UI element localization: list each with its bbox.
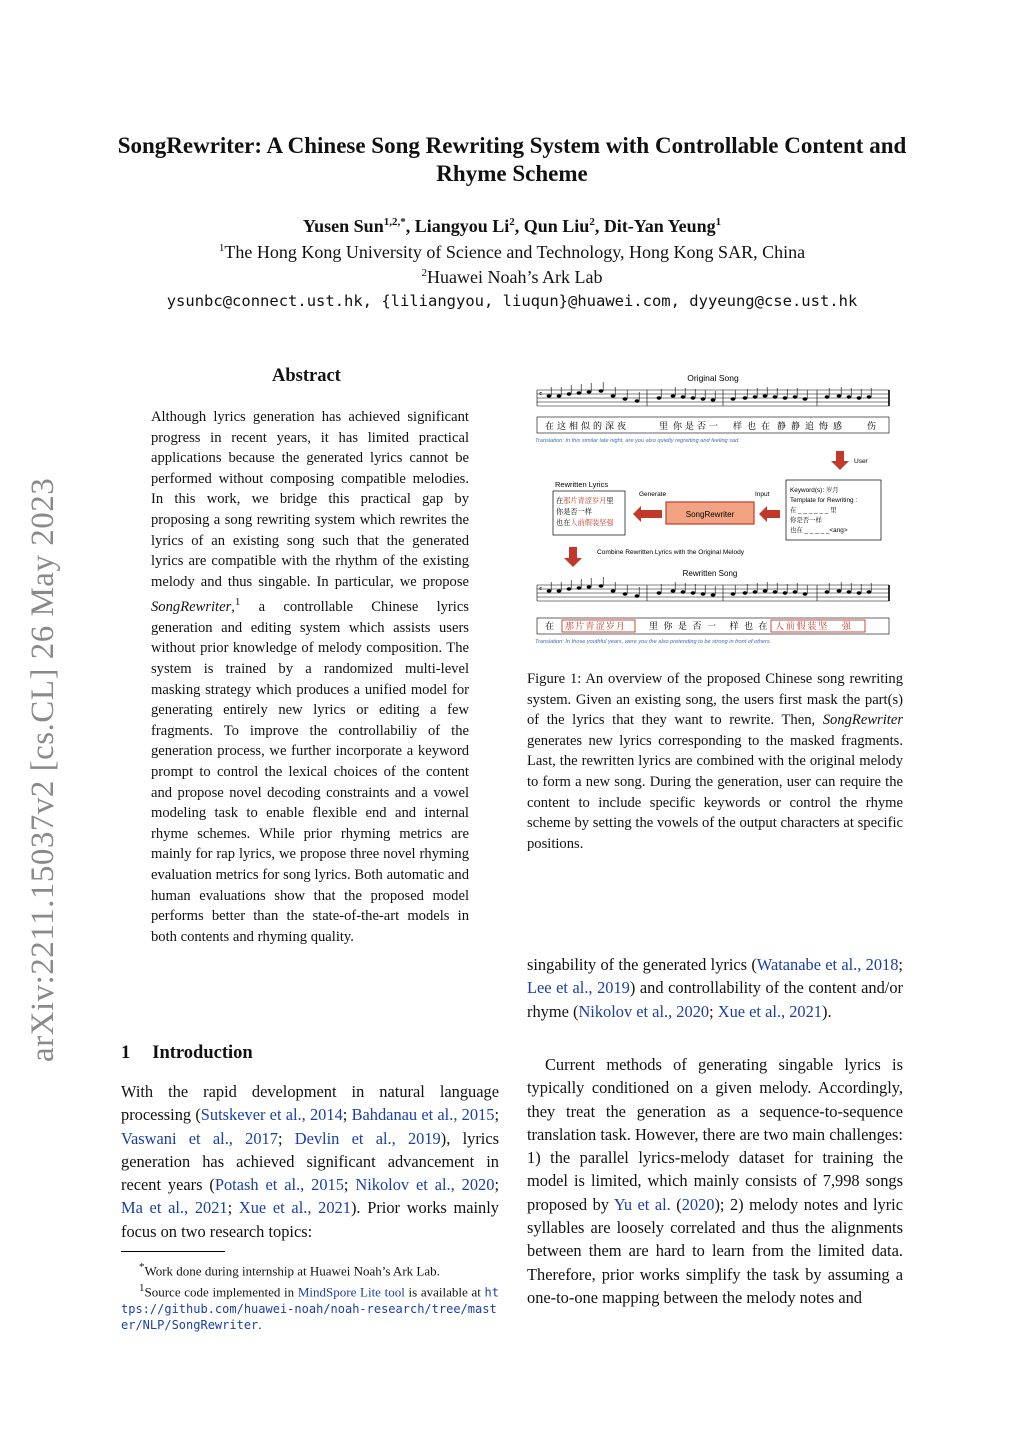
note-head <box>635 594 640 597</box>
caption-text: generates new lyrics corresponding to the masked fragments. Last, the rewritten lyrics are combined with the original melody to form a new song. During the generation, user can require the content to include specific keywords or control the rhyme scheme by setting the vowels of the output characters at specific positions. <box>527 732 903 852</box>
rest-icon: 𝄴 <box>539 391 543 398</box>
abstract-body: Although lyrics generation has achieved significant progress in recent years, it has limited practical applications because the generated lyrics cannot be performed without composing compatible melodies. In this work, we bridge this practical gap by proposing a song rewriting system which rewrites the lyrics of an existing song such that the generated lyrics are compatible with the rhythm of the existing melody and thus singable. In particular, we propose SongRewriter,$^1$ a controllable Chinese lyrics generation and editing system which assists users without prior knowledge of melody composition. The system is trained by a randomized multi-level masking strategy which produces a unified model for generating entirely new lyrics or editing a few fragments. To improve the controllabiliy of the generation process, we further incorporate a keyword prompt to control the lexical choices of the content and propose novel decoding constraints and a vowel modeling task to enable flexible end and internal rhyme schemes. While prior rhyming metrics are mainly for rap lyrics, we propose three novel rhyming evaluation metrics for song lyrics. Both automatic and human evaluations show that the proposed model performs better than the state-of-the-art models in both contents and rhyming quality. <box>151 409 469 945</box>
author-list: Yusen Sun$^{1,2,*}$, Liangyou Li$^2$, Qun Liu$^2$, Dit-Yan Yeung$^1$ <box>302 216 722 236</box>
note-head <box>783 591 788 594</box>
lyric-char: 深 <box>605 421 615 431</box>
sep: ; <box>709 1001 718 1021</box>
right-col-paragraph-1 <box>527 953 903 1023</box>
highlight: 人前假装坚强 <box>570 518 614 527</box>
note-head <box>867 590 872 593</box>
citation-link[interactable]: Xue et al., 2021 <box>717 1001 822 1021</box>
lyric-char: 的 <box>593 421 603 431</box>
rewritten-song-label: Rewritten Song <box>682 569 738 578</box>
text: 在 <box>556 496 564 505</box>
citation-link[interactable]: Potash et al., 2015 <box>214 1175 344 1195</box>
note-head <box>793 395 798 398</box>
note-head <box>691 591 696 594</box>
footnote-2 <box>121 1280 499 1334</box>
note-head <box>753 395 758 398</box>
lyric-char: 这 <box>557 421 567 431</box>
sep: ; <box>342 1105 352 1125</box>
arrow-down-icon <box>831 451 849 470</box>
note-head <box>623 592 628 595</box>
note-head <box>599 584 604 587</box>
aff-text: Huawei Noah’s Ark Lab <box>427 267 603 287</box>
lyric-char: 悔 <box>819 421 829 431</box>
note-head <box>681 395 686 398</box>
note-head <box>681 590 686 593</box>
note-head <box>623 397 628 400</box>
sep: ; <box>277 1128 295 1148</box>
lyric-char: 夜 <box>617 421 627 431</box>
section-number: 1 <box>121 1043 131 1063</box>
rewritten-line-2: 你是否一样 <box>556 507 592 516</box>
github-url-link[interactable]: https://github.com/huawei-noah/noah-research/tree/master/NLP/SongRewriter <box>121 1285 499 1333</box>
note-head <box>793 590 798 593</box>
aff-sup: 2 <box>421 267 428 279</box>
songrewriter-label: SongRewriter <box>685 510 735 519</box>
footnote-text: . <box>258 1317 262 1333</box>
note-head <box>587 585 592 588</box>
note-head <box>825 590 830 593</box>
highlight: 人前假装坚 强 <box>775 621 853 631</box>
keyword-line: Keyword(s): 岁月 <box>790 487 839 494</box>
note-head <box>825 395 830 398</box>
generate-label: Generate <box>639 491 667 498</box>
sep: ; <box>227 1198 239 1218</box>
citation-link[interactable]: Xue et al., 2021 <box>238 1198 351 1218</box>
note-head <box>691 396 696 399</box>
note-head <box>671 394 676 397</box>
aff-text: The Hong Kong University of Science and Technology, Hong Kong SAR, China <box>224 242 806 262</box>
text: With the rapid development in natural language processing ( <box>121 1082 499 1125</box>
citation-link[interactable]: Yu et al. <box>613 1194 671 1214</box>
rewritten-translation: Translation: In those youthful years, were you the also pretending to be strong in front of others. <box>535 639 772 645</box>
citation-link[interactable]: Vaswani et al., 2017 <box>121 1128 278 1148</box>
citation-link[interactable]: Nikolov et al., 2020 <box>578 1001 710 1021</box>
lyric-char: 相 <box>569 421 579 431</box>
footnote-symbol: 1 <box>139 1281 145 1294</box>
note-head <box>837 589 842 592</box>
author-name: Qun Liu <box>523 216 590 236</box>
rewritten-line-3 <box>556 518 614 527</box>
caption-text: An overview of the proposed Chinese song rewriting system. Given an existing song, the users first mask the part(s) of the lyrics that they want to rewrite. Then, <box>527 671 903 729</box>
footnote-text: Work done during internship at Huawei Noah’s Ark Lab. <box>144 1263 440 1279</box>
input-label: Input <box>755 491 770 498</box>
lyric-char: 在 <box>761 421 771 431</box>
lyric-char: 你 <box>673 421 683 431</box>
template-line-1: 在 _ _ _ _ _ _ 里 <box>790 507 837 514</box>
figure-1 <box>527 366 903 656</box>
note-head <box>557 589 562 592</box>
note-head <box>783 396 788 399</box>
lyric-char: 一 <box>709 421 719 431</box>
system-name: SongRewriter <box>822 712 903 729</box>
rewritten-notes <box>539 577 871 598</box>
template-line-2: 你是否一样 <box>790 517 822 524</box>
citation-link[interactable]: 2020 <box>681 1194 715 1214</box>
note-head <box>547 394 552 397</box>
note-head <box>547 589 552 592</box>
text: 也在 <box>556 518 571 527</box>
original-translation: Translation: In this similar late night, are you also quietly regretting and feeling sad. <box>535 438 740 444</box>
citation-link[interactable]: Watanabe et al., 2018 <box>756 955 899 974</box>
text: 里 你 是 否 一 样 也 在 <box>649 621 770 631</box>
sep: ; <box>343 1175 356 1195</box>
note-head <box>657 591 662 594</box>
rest-icon: 𝄴 <box>539 586 543 593</box>
abstract-text: Although lyrics generation has achieved significant progress in recent years, it has limited practical applications because the generated lyrics cannot be performed without composing compatible melodies. In this work, we bridge this practical gap by proposing a song rewriting system which rewrites the lyrics of an existing song such that the generated lyrics are compatible with the rhythm of the existing melody and thus singable. In particular, we propose <box>151 409 469 590</box>
note-head <box>753 590 758 593</box>
author-emails: ysunbc@connect.ust.hk, {liliangyou, liuqun}@huawei.com, dyyeung@cse.ust.hk <box>166 292 858 310</box>
note-head <box>743 396 748 399</box>
note-head <box>557 394 562 397</box>
note-head <box>857 396 862 399</box>
text: 在 <box>545 621 555 631</box>
note-head <box>657 396 662 399</box>
lyric-char: 静 <box>777 421 787 431</box>
intro-paragraph <box>121 1080 499 1243</box>
note-head <box>763 394 768 397</box>
note-head <box>577 586 582 589</box>
lyric-char: 伤 <box>867 421 877 431</box>
note-head <box>867 395 872 398</box>
footnote-rule <box>121 1251 225 1252</box>
lyric-char: 里 <box>659 421 669 431</box>
author-sup: 1,2,* <box>383 216 406 228</box>
note-head <box>567 392 572 395</box>
highlight: 那片青涩岁月 <box>565 621 627 631</box>
text: ); 2) melody notes and lyric syllables are loosely correlated and thus the alignments between them are hard to learn from the limited data. Therefore, prior works simplify the task by assuming a one-to-one mapping between the melody notes and <box>527 1194 903 1307</box>
text: ). Prior works mainly focus on two research topics: <box>121 1198 500 1241</box>
author-sup: 2 <box>509 216 515 228</box>
text: ). <box>821 1001 832 1021</box>
sep: ; <box>898 955 903 974</box>
highlight: 那片青涩岁月 <box>563 496 607 505</box>
rewritten-line-1 <box>556 496 614 505</box>
note-head <box>587 390 592 393</box>
note-head <box>847 395 852 398</box>
text: ) and controllability of the content and/or rhyme ( <box>527 978 903 1021</box>
citation-link[interactable]: Devlin et al., 2019 <box>294 1128 441 1148</box>
note-head <box>837 394 842 397</box>
mindspore-link[interactable]: MindSpore Lite tool <box>297 1284 405 1300</box>
right-col-paragraph-2 <box>527 1053 903 1309</box>
note-head <box>635 399 640 402</box>
author-name: Dit-Yan Yeung <box>603 216 716 236</box>
arrow-left-icon <box>633 506 662 522</box>
lyric-char: 否 <box>697 421 707 431</box>
system-name: SongRewriter <box>151 599 232 616</box>
rewritten-lyrics <box>545 620 853 631</box>
note-head <box>701 592 706 595</box>
lyric-char: 样 <box>733 421 743 431</box>
footnote-1 <box>121 1259 499 1280</box>
paper-title: SongRewriter: A Chinese Song Rewriting System with Controllable Content and Rhyme Scheme <box>117 133 907 186</box>
note-head <box>773 590 778 593</box>
arrow-down-icon <box>564 547 582 567</box>
note-head <box>803 397 808 400</box>
footnote-text: is available at <box>404 1284 485 1300</box>
note-head <box>599 389 604 392</box>
note-head <box>611 394 616 397</box>
abstract-heading: Abstract <box>272 366 341 386</box>
note-head <box>847 590 852 593</box>
note-head <box>763 589 768 592</box>
lyric-char: 追 <box>805 421 815 431</box>
sep: ; <box>494 1105 500 1125</box>
original-song-label: Original Song <box>687 373 739 383</box>
note-head <box>577 391 582 394</box>
citation-link[interactable]: Lee et al., 2019 <box>527 978 630 998</box>
lyric-char: 静 <box>791 421 801 431</box>
note-head <box>731 397 736 400</box>
author-sup: 2 <box>589 216 595 228</box>
combine-label: Combine Rewritten Lyrics with the Original Melody <box>597 549 745 556</box>
author-name: Liangyou Li <box>414 216 510 236</box>
note-head <box>773 395 778 398</box>
footnote-text: Source code implemented in <box>144 1284 298 1300</box>
citation-link[interactable]: Ma et al., 2021 <box>121 1198 228 1218</box>
citation-link[interactable]: Nikolov et al., 2020 <box>355 1175 495 1195</box>
section-title: Introduction <box>152 1043 253 1063</box>
note-head <box>711 593 716 596</box>
template-label: Template for Rewriting : <box>790 497 858 504</box>
note-head <box>611 589 616 592</box>
user-label: User <box>854 458 868 465</box>
citation-link[interactable]: Bahdanau et al., 2015 <box>351 1105 495 1125</box>
text: ), lyrics generation has achieved significant advancement in recent years ( <box>121 1128 499 1195</box>
aff-sup: 1 <box>218 242 225 254</box>
footnotes <box>121 1259 499 1334</box>
affiliation-1 <box>80 242 944 263</box>
footnote-ref[interactable]: 1 <box>234 596 241 609</box>
note-head <box>803 592 808 595</box>
text: singability of the generated lyrics ( <box>527 955 757 974</box>
note-head <box>567 587 572 590</box>
lyric-char: 在 <box>545 421 555 431</box>
caption-label: Figure 1: <box>527 671 582 687</box>
note-head <box>711 398 716 401</box>
author-sup: 1 <box>715 216 722 228</box>
text: Current methods of generating singable lyrics is typically conditioned on a given melody. Accordingly, they treat the generation as a sequence-to-sequence translation task. However, there are two main challenges: 1) the parallel lyrics-melody dataset for training the model is limited, which mainly consists of 7,998 songs proposed by <box>527 1055 903 1214</box>
affiliation-2 <box>80 267 944 288</box>
abstract-text: a controllable Chinese lyrics generation and editing system which assists users without prior knowledge of melody composition. The system is trained by a randomized multi-level masking strategy which produces a unified model for generating entirely new lyrics or editing a few fragments. To improve the controllabiliy of the generation process, we further incorporate a keyword prompt to control the lexical choices of the content and propose novel decoding constraints and a vowel modeling task to enable flexible end and internal rhyme schemes. While prior rhyming metrics are mainly for rap lyrics, we propose three novel rhyming evaluation metrics for song lyrics. Both automatic and human evaluations show that the proposed model performs better than the state-of-the-art models in both contents and rhyming quality. <box>151 599 469 945</box>
citation-link[interactable]: Sutskever et al., 2014 <box>200 1105 343 1125</box>
sep: ( <box>670 1194 682 1214</box>
original-notes <box>539 382 871 403</box>
note-head <box>671 589 676 592</box>
note-head <box>857 591 862 594</box>
original-lyrics <box>545 420 876 431</box>
text: 里 <box>606 496 614 505</box>
rewritten-lyrics-label: Rewritten Lyrics <box>555 480 609 489</box>
note-head <box>731 592 736 595</box>
author-name: Yusen Sun <box>302 216 384 236</box>
footnote-symbol: * <box>139 1261 145 1273</box>
figure-caption <box>527 669 903 854</box>
lyric-char: 也 <box>747 421 757 431</box>
sep: ; <box>494 1175 499 1195</box>
note-head <box>743 591 748 594</box>
note-head <box>701 397 706 400</box>
arxiv-stamp: arXiv:2211.15037v2 [cs.CL] 26 May 2023 <box>25 477 61 1062</box>
section-heading <box>121 1043 253 1064</box>
lyric-char: 感 <box>833 421 843 431</box>
template-line-3: 也在 _ _ _ _ _<ang> <box>790 527 848 534</box>
arrow-left-icon <box>759 506 780 522</box>
lyric-char: 是 <box>685 421 695 431</box>
lyric-char: 似 <box>581 421 591 431</box>
